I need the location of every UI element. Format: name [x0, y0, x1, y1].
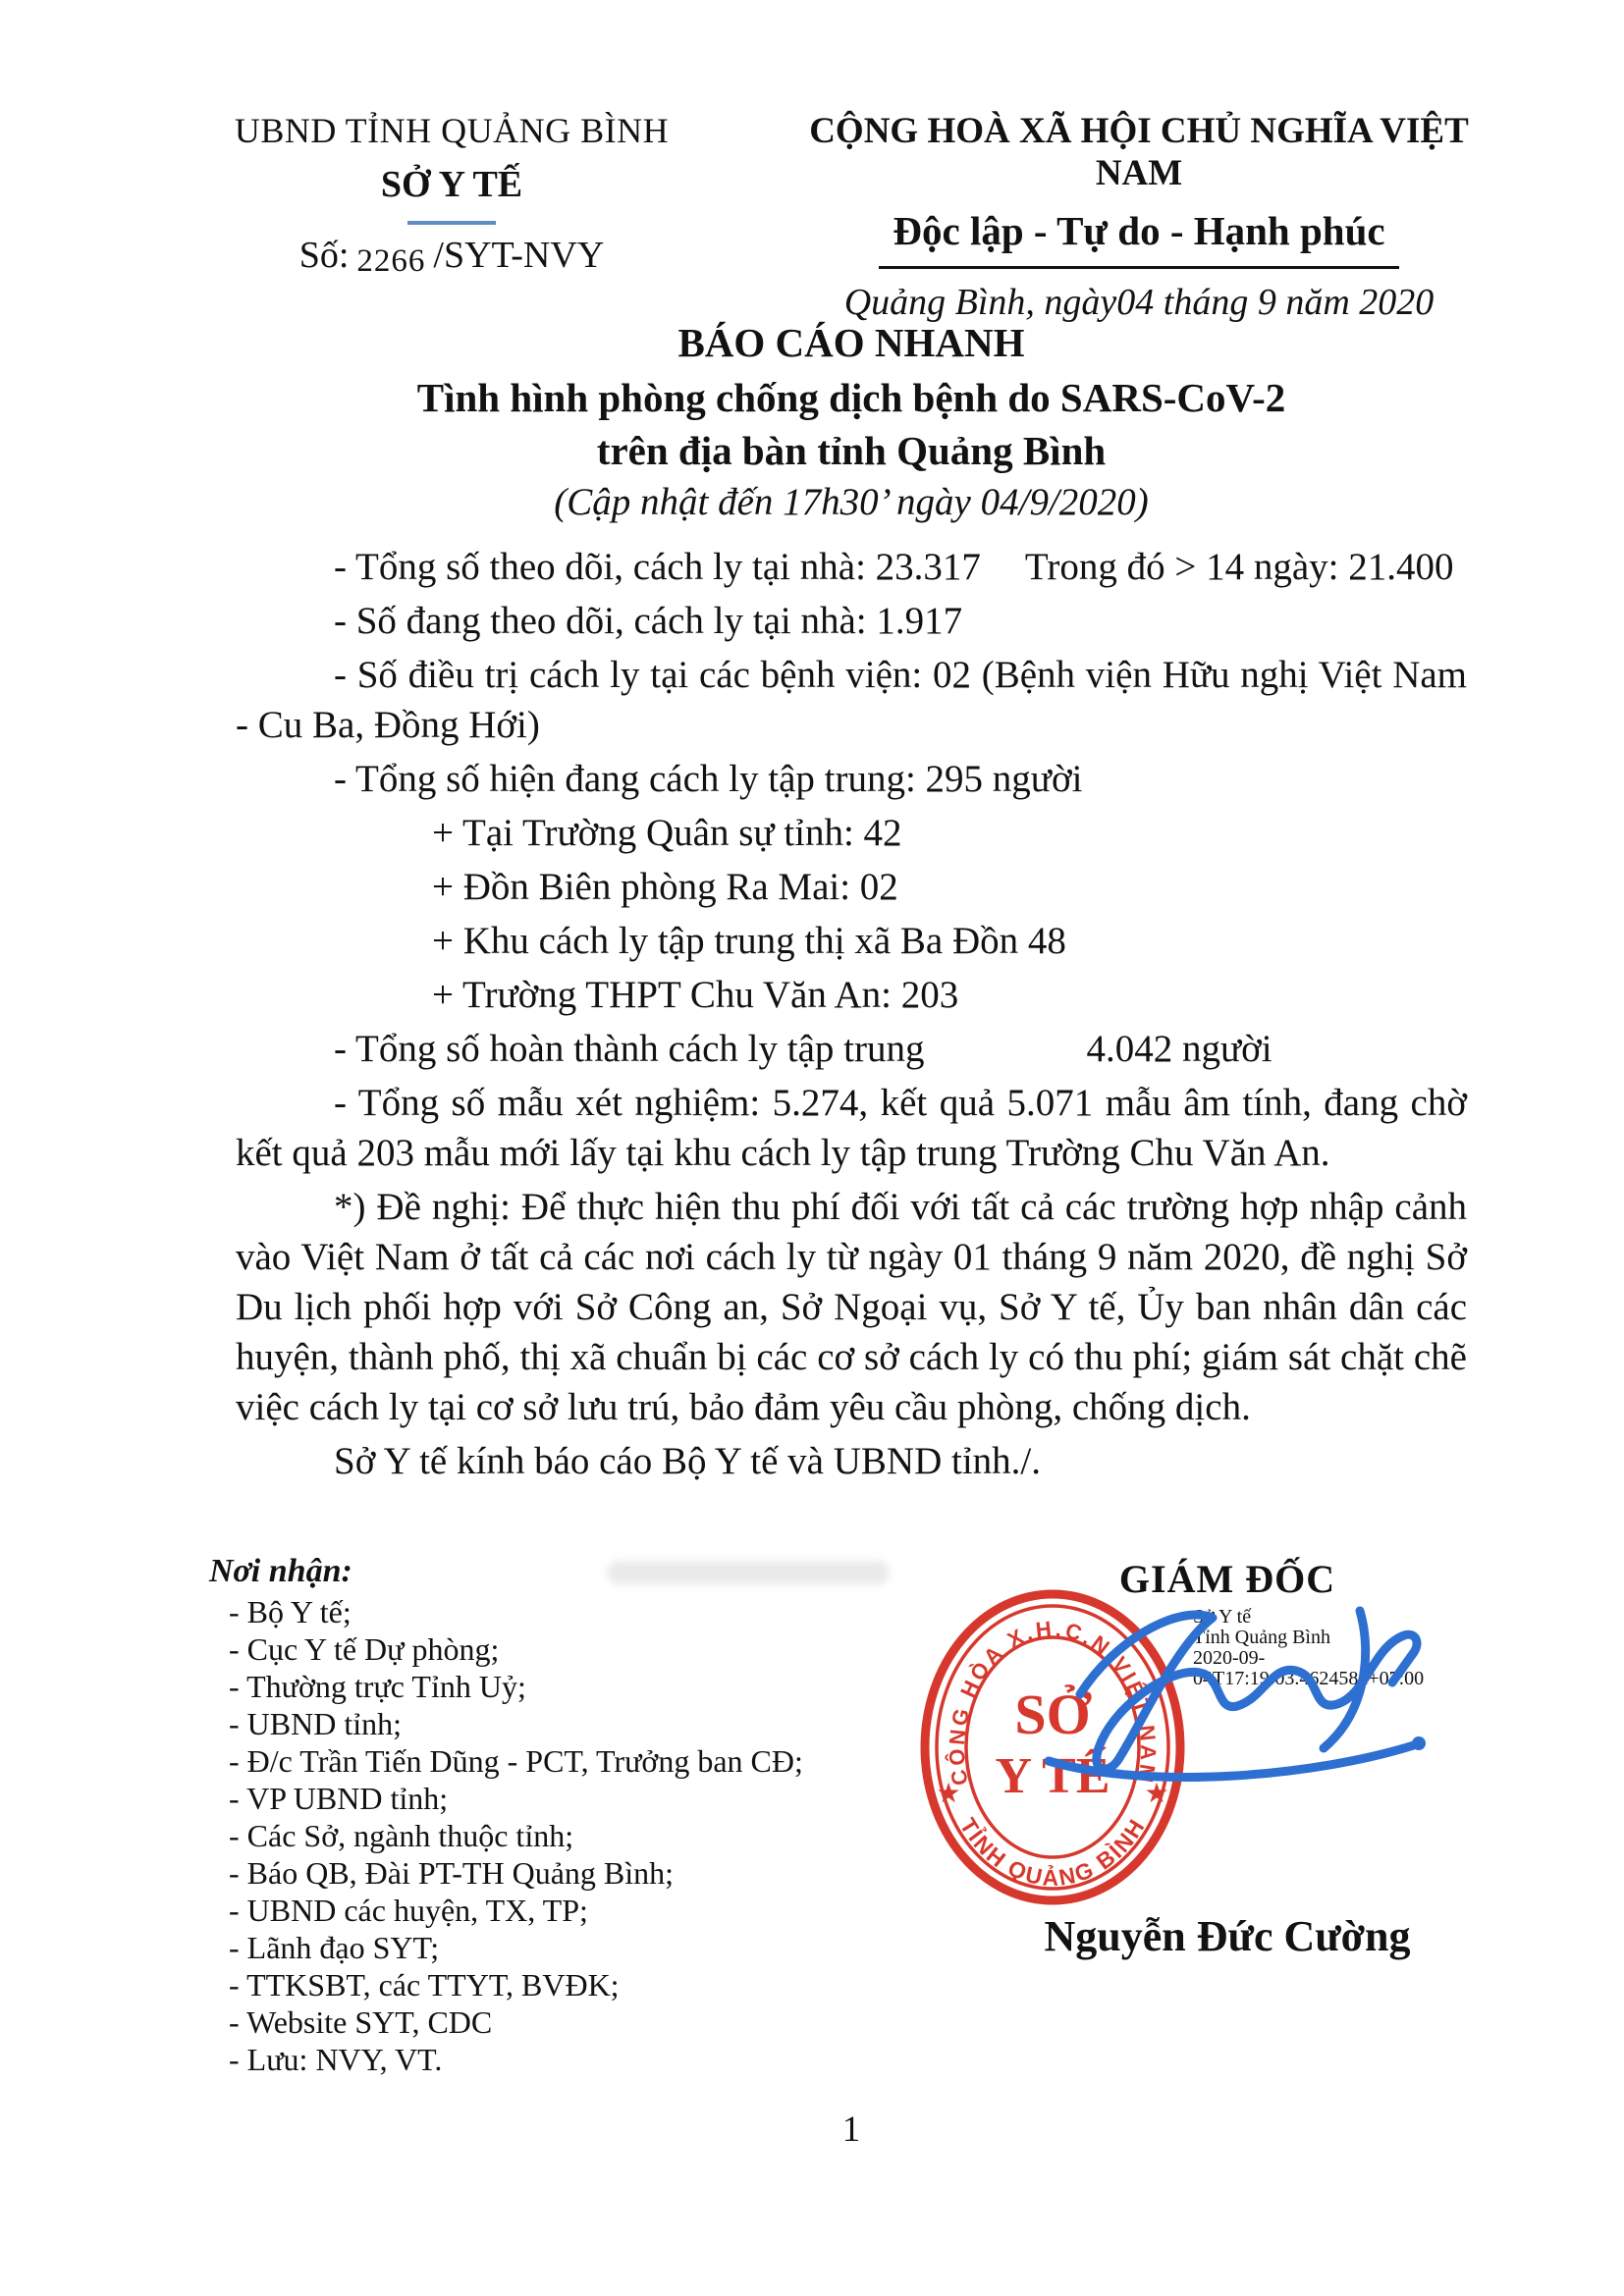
recipient-item: - Lãnh đạo SYT; — [229, 1930, 440, 1965]
recipient-item: - Website SYT, CDC — [229, 2004, 493, 2040]
document-number — [167, 234, 736, 280]
site-chu-van-an: + Trường THPT Chu Văn An: 203 — [432, 974, 959, 1016]
closing-line: Sở Y tế kính báo cáo Bộ Y tế và UBND tỉnh./. — [334, 1440, 1041, 1482]
site-border-post: + Đồn Biên phòng Ra Mai: 02 — [432, 866, 898, 908]
parent-agency-name: UBND TỈNH QUẢNG BÌNH — [234, 111, 670, 150]
recipient-item: - UBND tỉnh; — [229, 1706, 402, 1741]
report-title-block — [236, 319, 1467, 524]
recipients-block — [209, 1553, 955, 2078]
page-number: 1 — [841, 2109, 861, 2150]
signature-stroke-cross — [1324, 1611, 1366, 1748]
proposal-paragraph: *) Đề nghị: Để thực hiện thu phí đối với tất cả các trường hợp nhập cảnh vào Việt Nam ở tất cả các nơi cách ly từ ngày 01 tháng 9 năm 2020, đề nghị Sở Du lịch phối hợp với Sở Công an, Sở Ngoại vụ, Sở Y tế, Ủy ban nhân dân các huyện, thành phố, thị xã chuẩn bị các cơ sở cách ly có thu phí; giám sát chặt chẽ việc cách ly tại cơ sở lưu trú, bảo đảm yêu cầu phòng, chống dịch. — [236, 1186, 1467, 1428]
document-number-suffix: /SYT-NVY — [433, 235, 605, 276]
report-body — [236, 542, 1467, 1490]
signer-title: GIÁM ĐỐC — [1118, 1557, 1336, 1601]
recipient-item: - Bộ Y tế; — [229, 1594, 352, 1629]
report-update-time: (Cập nhật đến 17h30’ ngày 04/9/2020) — [554, 481, 1149, 523]
issuing-agency-block — [167, 110, 736, 280]
seal-center-line2: Y TẾ — [995, 1748, 1110, 1804]
recipient-item: - Báo QB, Đài PT-TH Quảng Bình; — [229, 1855, 675, 1891]
site-ba-don: + Khu cách ly tập trung thị xã Ba Đồn 48 — [432, 920, 1066, 962]
handwritten-signature — [1021, 1596, 1453, 1807]
recipient-item: - Cục Y tế Dự phòng; — [229, 1631, 500, 1667]
stat-monitored-total — [236, 542, 1467, 592]
recipient-item: - Lưu: NVY, VT. — [229, 2042, 443, 2077]
report-subject-line1: Tình hình phòng chống dịch bệnh do SARS-CoV-2 — [416, 375, 1286, 420]
report-type: BÁO CÁO NHANH — [677, 320, 1025, 365]
national-title: CỘNG HOÀ XÃ HỘI CHỦ NGHĨA VIỆT NAM — [809, 111, 1469, 193]
document-number-value: 2266 — [356, 243, 426, 279]
agency-underline — [407, 221, 496, 225]
report-subject-line2: trên địa bàn tỉnh Quảng Bình — [596, 428, 1107, 473]
seal-star-left-icon: ★ — [936, 1779, 961, 1809]
stat-monitored-total-text: - Tổng số theo dõi, cách ly tại nhà: 23.317 — [334, 546, 981, 588]
site-military-school: + Tại Trường Quân sự tỉnh: 42 — [432, 812, 902, 854]
signature-end-dot — [1412, 1736, 1426, 1750]
scan-artifact — [607, 1561, 890, 1584]
national-motto: Độc lập - Tự do - Hạnh phúc — [879, 207, 1398, 269]
signature-stroke-underline — [1049, 1744, 1417, 1778]
recipient-item: - Đ/c Trần Tiến Dũng - PCT, Trưởng ban CĐ; — [229, 1743, 803, 1779]
recipient-item: - Các Sở, ngành thuộc tỉnh; — [229, 1818, 574, 1853]
recipient-item: - Thường trực Tỉnh Uỷ; — [229, 1669, 526, 1704]
stat-monitoring-current: - Số đang theo dõi, cách ly tại nhà: 1.917 — [334, 600, 963, 642]
stat-hospital-treatment: - Số điều trị cách ly tại các bệnh viện: 02 (Bệnh viện Hữu nghị Việt Nam - Cu Ba, Đồng Hới) — [236, 654, 1467, 746]
stat-completed-label: - Tổng số hoàn thành cách ly tập trung — [334, 1028, 925, 1070]
seal-bottom-arc-text: TỈNH QUẢNG BÌNH — [954, 1813, 1151, 1891]
digital-signature-province: Tỉnh Quảng Bình — [1193, 1627, 1330, 1648]
national-motto-block — [776, 110, 1502, 324]
stat-monitored-total-note: Trong đó > 14 ngày: 21.400 — [1024, 546, 1454, 588]
stat-testing: - Tổng số mẫu xét nghiệm: 5.274, kết quả 5.071 mẫu âm tính, đang chờ kết quả 203 mẫu mới lấy tại khu cách ly tập trung Trường Chu Văn An. — [236, 1082, 1467, 1174]
seal-top-arc-text: CỘNG HÒA X.H.C.N VIỆT NAM — [944, 1616, 1162, 1788]
recipients-label: Nơi nhận: — [209, 1553, 352, 1589]
agency-name: SỞ Y TẾ — [380, 164, 523, 205]
signer-name: Nguyễn Đức Cường — [1044, 1912, 1411, 1960]
seal-center-line1: SỞ — [1014, 1682, 1091, 1746]
document-number-label: Số: — [298, 235, 350, 276]
digital-signature-timestamp: 2020-09-04T17:19:03.4624582+07:00 — [1193, 1647, 1425, 1689]
place-dateline: Quảng Bình, ngày04 tháng 9 năm 2020 — [843, 282, 1435, 323]
recipient-item: - TTKSBT, các TTYT, BVĐK; — [229, 1967, 620, 2002]
recipient-item: - VP UBND tỉnh; — [229, 1781, 449, 1816]
stat-concentrated-total: - Tổng số hiện đang cách ly tập trung: 295 người — [334, 758, 1083, 800]
seal-star-right-icon: ★ — [1144, 1779, 1169, 1809]
stat-completed-value: 4.042 người — [1086, 1028, 1272, 1070]
stat-completed — [236, 1024, 1467, 1074]
digital-signature-org: Sở Y tế — [1193, 1606, 1252, 1628]
recipient-item: - UBND các huyện, TX, TP; — [229, 1893, 588, 1928]
